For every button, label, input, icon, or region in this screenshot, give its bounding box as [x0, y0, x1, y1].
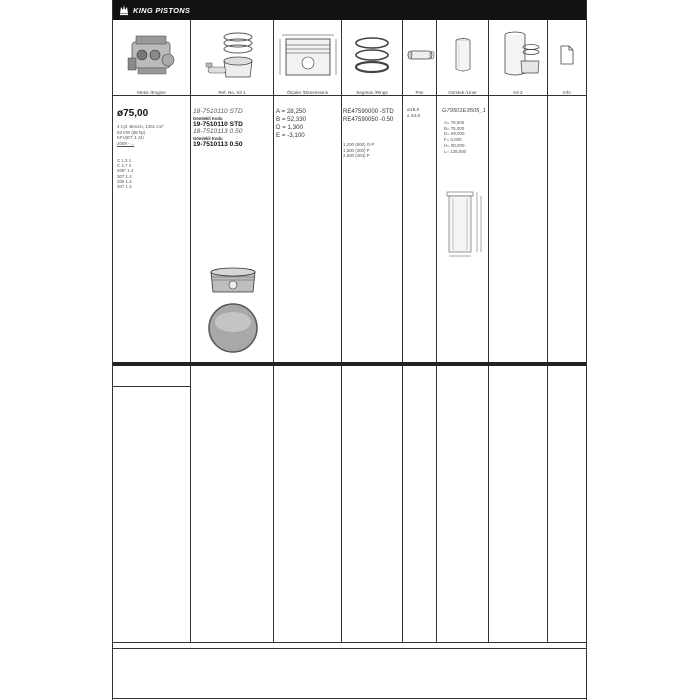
liner-dim: D= 69,000 — [444, 131, 465, 137]
column-divider — [190, 96, 191, 642]
piston-dimensions-icon — [276, 27, 340, 83]
column-divider — [547, 96, 548, 642]
col-label-info: Info — [563, 90, 571, 95]
row-divider — [113, 386, 190, 387]
column-divider — [488, 96, 489, 642]
document-icon — [559, 45, 575, 65]
liner-dim: A= 78,500 — [444, 120, 465, 125]
engine-code: 206 1.4 — [117, 178, 132, 184]
liner-dimensions — [444, 120, 466, 154]
catalog-sheet — [112, 0, 587, 700]
liner-dim: L= 135,000 — [444, 148, 467, 154]
ring-spec: 2,500 (404) P — [343, 153, 370, 159]
liner-code-label: Gömlekli Kodu — [193, 136, 223, 141]
col-pin — [403, 20, 437, 96]
liner-dim: B= 75,000 — [444, 125, 465, 131]
piston-drawing — [203, 262, 263, 358]
ring-codes — [343, 108, 394, 124]
engine-line: KFU(ET 3 J4) — [117, 135, 144, 141]
dimensions-list — [276, 108, 306, 140]
kit2-icon — [493, 27, 543, 83]
col-label-dimensions: Ölçüler /Dimensions — [286, 90, 329, 95]
engine-description — [117, 124, 164, 146]
kit1-references — [193, 108, 243, 148]
liner-code-label: Gömlekli Kodu — [193, 116, 223, 121]
col-label-kit2: Kit 2 — [513, 90, 523, 95]
col-dimensions — [274, 20, 342, 96]
col-engine — [113, 20, 191, 96]
col-label-engine: Motor /Engine — [137, 90, 166, 95]
column-divider — [273, 96, 274, 642]
brand-bar — [113, 0, 586, 20]
kit1-050-code: 18-7510113 0.50 — [193, 128, 243, 135]
ring-specs — [343, 142, 374, 159]
engine-code: 206* 1.4 — [117, 168, 134, 174]
engine-code: 307 1.4 — [117, 173, 132, 179]
piston-side-view — [211, 268, 255, 292]
pin-diameter: ø19,0 — [407, 108, 420, 113]
ring-spec: 1,500 (300) P — [343, 147, 370, 153]
row-divider — [113, 642, 586, 643]
brand-name: KING PISTONS — [133, 5, 191, 15]
kit1-050-liner-code: 19-7510113 0.50 — [193, 141, 243, 148]
dimension-value: A = 28,250 — [276, 108, 306, 115]
row-divider-thick — [113, 362, 586, 366]
dimension-value: E = -3,100 — [276, 132, 305, 139]
col-label-rings: Segman /Rings — [356, 90, 388, 95]
liner-dim: H= 90,000 — [444, 142, 465, 148]
engine-codes — [117, 158, 133, 189]
col-label-liner: Gömlek /Liner — [448, 90, 477, 95]
engine-code: C 1.3 1 — [117, 158, 132, 163]
liner-code: G79501E3505_1 — [442, 108, 486, 114]
column-header-row — [113, 20, 586, 96]
col-label-kit1: Ref. No. Kit 1 — [218, 90, 246, 95]
column-divider — [402, 96, 403, 642]
engine-line: 83 KW (88 hp) — [117, 129, 146, 135]
pin-dimensions — [407, 108, 420, 121]
col-kit1 — [191, 20, 274, 96]
column-divider — [341, 96, 342, 642]
engine-line: 4 Cyl. Benzin, 1361 cm³ — [117, 124, 164, 129]
col-liner — [437, 20, 489, 96]
ring-code: RE47590050 -0.50 — [343, 117, 394, 123]
brand-logo — [119, 4, 190, 16]
dimension-value: D = 1,300 — [276, 124, 304, 131]
engine-icon — [122, 30, 182, 80]
kit1-std-code: 18-7510110 STD — [193, 108, 243, 115]
liner-icon — [451, 35, 475, 75]
ring-spec: 1,200 (900) O-P — [343, 142, 375, 147]
row-divider — [113, 648, 586, 649]
liner-drawing — [443, 190, 485, 260]
dimension-value: B = 52,330 — [276, 116, 307, 123]
piston-kit-icon — [200, 27, 264, 83]
pin-length: x 44,5 — [407, 114, 421, 120]
col-rings — [342, 20, 403, 96]
row-divider — [113, 698, 586, 699]
engine-code: 307 1.4 — [117, 184, 132, 190]
col-label-pin: Pim — [415, 90, 424, 95]
pin-icon — [404, 40, 436, 70]
crown-icon — [119, 4, 129, 16]
piston-top-view — [209, 304, 257, 352]
engine-code: C 2.7 4 — [117, 163, 132, 169]
ring-code: RE47590000 -STD — [343, 109, 394, 115]
engine-line: 2009 - ... — [117, 140, 135, 146]
column-divider — [436, 96, 437, 642]
col-info — [548, 20, 586, 96]
rings-icon — [350, 31, 394, 79]
kit1-std-liner-code: 19-7510110 STD — [193, 121, 243, 128]
col-kit2 — [489, 20, 548, 96]
liner-dim: F= 0,000 — [444, 137, 462, 143]
bore-diameter: ø75,00 — [117, 108, 149, 119]
